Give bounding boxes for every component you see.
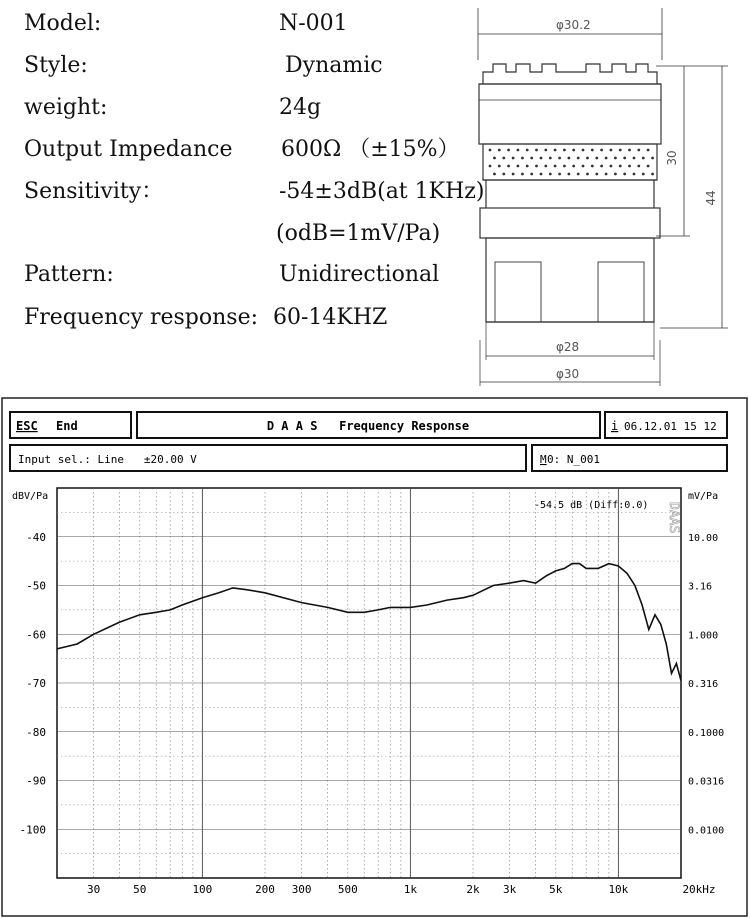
grille-hole [610, 165, 613, 168]
daas-screen [0, 396, 750, 918]
grille-hole [637, 165, 640, 168]
grille-hole [530, 173, 533, 176]
spec-value-frequency: 60-14KHZ [273, 305, 388, 330]
y-tick-label: -80 [26, 725, 46, 739]
spec-value-sensitivity: -54±3dB(at 1KHz) [279, 179, 485, 204]
x-tick-label: 10k [608, 883, 629, 896]
grille-hole [633, 157, 636, 160]
grille-hole [647, 165, 650, 168]
x-tick-label: 2k [466, 883, 480, 896]
grille-hole [521, 173, 524, 176]
grille-hole [549, 173, 552, 176]
grille-hole [600, 165, 603, 168]
grille-hole [623, 157, 626, 160]
grille-hole [493, 157, 496, 160]
grille-hole [610, 149, 613, 152]
y2-tick-label: 0.0100 [688, 825, 725, 837]
y2-tick-label: 0.316 [688, 679, 719, 690]
grille-hole [526, 165, 529, 168]
grille-hole [642, 157, 645, 160]
daas-title: D A A S Frequency Response [266, 419, 470, 433]
grille-hole [540, 157, 543, 160]
level-readout: -54.5 dB (Diff:0.0) [534, 500, 649, 511]
x-tick-label: 3k [503, 883, 517, 896]
grille-hole [563, 149, 566, 152]
grille-hole [651, 157, 654, 160]
grille-hole [647, 149, 650, 152]
spec-label-pattern: Pattern: [24, 262, 114, 287]
y2-tick-label: 1.000 [688, 630, 719, 642]
x-tick-label: 500 [337, 883, 358, 896]
grille-hole [642, 173, 645, 176]
input-selector[interactable]: Input sel.: Line ±20.00 V [18, 453, 197, 466]
grille-hole [502, 173, 505, 176]
esc-key[interactable]: ESC [16, 419, 38, 433]
memory-box[interactable] [532, 445, 727, 471]
spec-value-style: Dynamic [285, 53, 383, 78]
dim-bottom-inner-label: φ28 [556, 340, 580, 354]
grille-hole [544, 149, 547, 152]
grille-hole [530, 157, 533, 160]
grille-hole [498, 165, 501, 168]
grille-hole [595, 157, 598, 160]
y-tick-label: -50 [26, 579, 46, 593]
grille-hole [558, 173, 561, 176]
grille-hole [507, 165, 510, 168]
grille-hole [572, 149, 575, 152]
grille-hole [623, 173, 626, 176]
dim-side-outer-label: 44 [704, 190, 718, 206]
x-tick-label: 5k [549, 883, 563, 896]
x-tick-label: 100 [192, 883, 213, 896]
grille-hole [595, 173, 598, 176]
grille-hole [614, 173, 617, 176]
memory-key[interactable]: M [540, 453, 547, 466]
x-tick-label: 20kHz [682, 883, 716, 896]
grille-hole [577, 173, 580, 176]
grille-hole [586, 157, 589, 160]
grille-hole [517, 165, 520, 168]
grille-hole [605, 173, 608, 176]
grille-hole [582, 165, 585, 168]
grille-hole [572, 165, 575, 168]
end-label[interactable]: End [56, 419, 78, 433]
timestamp: 06.12.01 15 12 [624, 420, 717, 433]
grille-hole [591, 165, 594, 168]
grille-hole [554, 149, 557, 152]
grille-hole [512, 157, 515, 160]
dim-side-inner-label: 30 [665, 150, 679, 166]
grille-hole [614, 157, 617, 160]
spec-label-impedance: Output Impedance [24, 137, 233, 162]
grille-hole [489, 165, 492, 168]
y-tick-label: -40 [26, 530, 46, 544]
y2-tick-label: 0.0316 [688, 776, 725, 788]
grille-hole [517, 149, 520, 152]
y2-tick-label: 10.00 [688, 532, 719, 544]
grille-hole [586, 173, 589, 176]
grille-hole [619, 165, 622, 168]
grille-hole [637, 149, 640, 152]
y2-tick-label: 0.1000 [688, 727, 725, 739]
info-key[interactable]: i [611, 419, 619, 433]
y-tick-label: -100 [19, 823, 46, 837]
memory-label: 0: N_001 [547, 453, 600, 466]
y2-axis-label: mV/Pa [688, 491, 719, 502]
grille-hole [628, 165, 631, 168]
spec-value-sensitivity-ref: (odB=1mV/Pa) [276, 221, 441, 246]
grille-hole [558, 157, 561, 160]
spec-value-weight: 24g [279, 95, 322, 120]
header-title-box [137, 412, 600, 438]
grille-hole [582, 149, 585, 152]
spec-label-style: Style: [24, 53, 88, 78]
grille-hole [577, 157, 580, 160]
spec-value-pattern: Unidirectional [279, 262, 440, 287]
grille-hole [521, 157, 524, 160]
grille-hole [600, 149, 603, 152]
grille-hole [549, 157, 552, 160]
grille-hole [512, 173, 515, 176]
grille-hole [568, 157, 571, 160]
grille-hole [591, 149, 594, 152]
grille-hole [628, 149, 631, 152]
spec-label-model: Model: [24, 11, 102, 36]
y-tick-label: -60 [26, 628, 46, 642]
y-tick-label: -70 [26, 677, 46, 690]
x-tick-label: 200 [255, 883, 275, 896]
dim-top-label: φ30.2 [556, 18, 591, 32]
grille-hole [489, 149, 492, 152]
x-tick-label: 50 [133, 883, 147, 896]
y-axis-label: dBV/Pa [12, 491, 49, 502]
daas-watermark: DAAS [666, 502, 681, 534]
spec-label-sensitivity: Sensitivity： [24, 179, 164, 204]
grille-hole [493, 173, 496, 176]
x-tick-label: 1k [403, 883, 418, 896]
grille-hole [605, 157, 608, 160]
x-tick-label: 300 [291, 883, 312, 896]
grille-hole [633, 173, 636, 176]
spec-value-impedance: 600Ω （±15%） [281, 137, 460, 162]
grille-hole [544, 165, 547, 168]
header-esc-box[interactable] [10, 412, 131, 438]
capsule-drawing [470, 0, 750, 392]
grille-hole [535, 165, 538, 168]
x-tick-label: 30 [87, 883, 101, 896]
spec-label-frequency: Frequency response: [24, 305, 259, 330]
grille-hole [568, 173, 571, 176]
grille-hole [563, 165, 566, 168]
grille-hole [498, 149, 501, 152]
dim-bottom-outer-label: φ30 [556, 367, 580, 381]
grille-hole [554, 165, 557, 168]
y-tick-label: -90 [26, 774, 46, 788]
grille-hole [535, 149, 538, 152]
grille-hole [540, 173, 543, 176]
grille-hole [526, 149, 529, 152]
spec-value-model: N-001 [279, 11, 348, 36]
grille-hole [507, 149, 510, 152]
header-time-box[interactable] [605, 412, 727, 438]
grille-hole [502, 157, 505, 160]
grille-hole [651, 173, 654, 176]
y2-tick-label: 3.16 [688, 581, 713, 593]
grille-hole [619, 149, 622, 152]
spec-label-weight: weight: [24, 95, 108, 120]
